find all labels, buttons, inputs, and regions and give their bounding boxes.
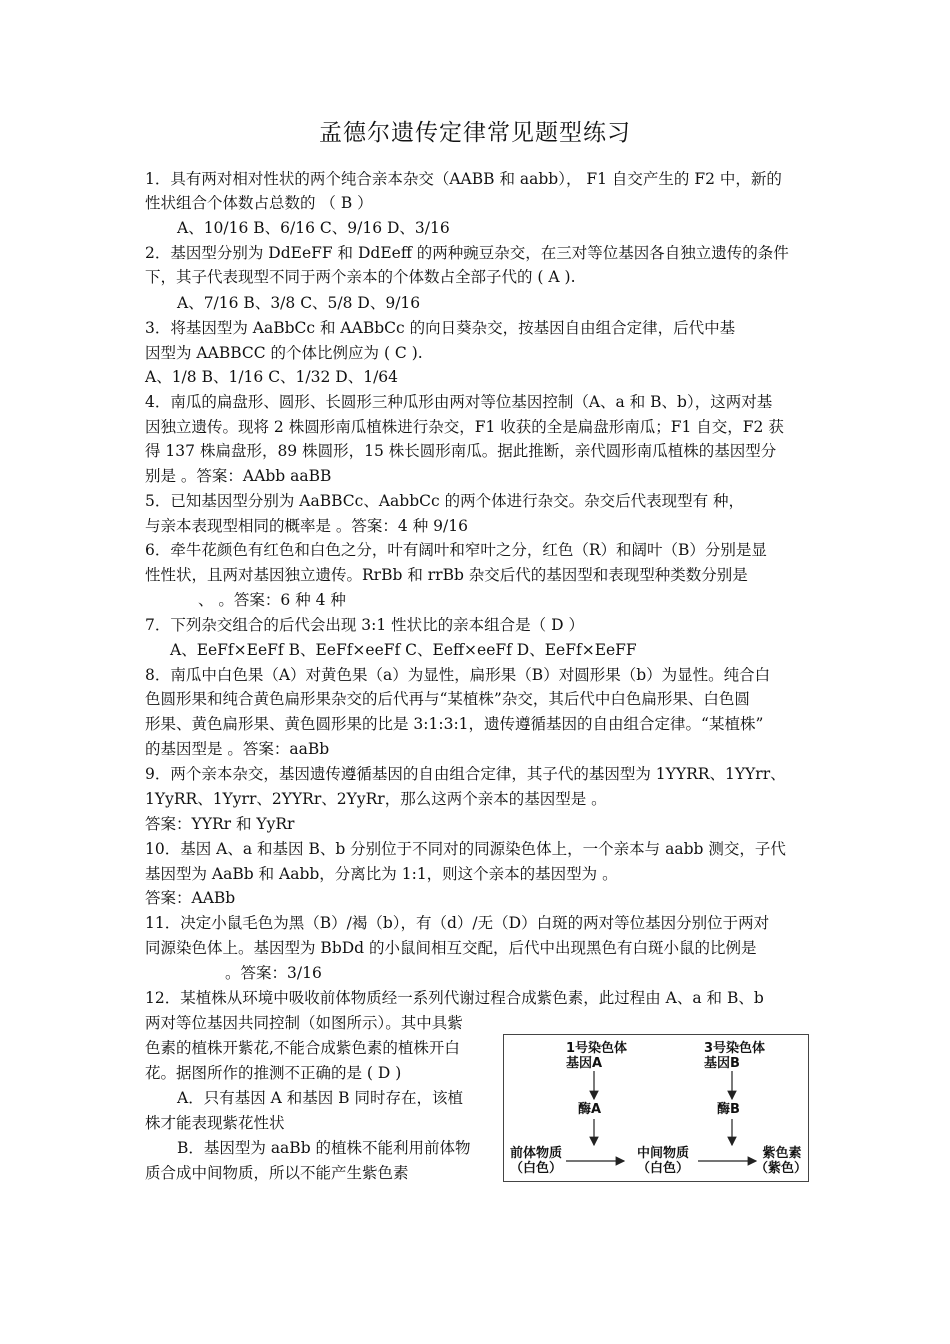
q3-line2: 因型为 AABBCC 的个体比例应为 ( C ).	[145, 344, 423, 362]
pigment-label: 紫色素	[762, 1146, 802, 1161]
q12-option-a-line2: 株才能表现紫花性状	[145, 1114, 285, 1132]
q8-line1: 8．南瓜中白色果（A）对黄色果（a）为显性，扁形果（B）对圆形果（b）为显性。纯合白	[145, 666, 771, 684]
q8-line4: 的基因型是 。答案：aaBb	[145, 740, 330, 758]
q3-options: A、1/8 B、1/16 C、1/32 D、1/64	[145, 368, 399, 386]
q4-line4: 别是 。答案：AAbb aaBB	[145, 467, 332, 485]
enzyme-a-label: 酶A	[578, 1102, 602, 1117]
q9-line1: 9．两个亲本杂交，基因遗传遵循基因的自由组合定律，其子代的基因型为 1YYRR、1YYrr、	[145, 765, 786, 783]
q12-option-a-line1: A．只有基因 A 和基因 B 同时存在，该植	[177, 1089, 463, 1107]
q8-line2: 色圆形果和纯合黄色扁形果杂交的后代再与“某植株”杂交，其后代中白色扁形果、白色圆	[145, 690, 750, 708]
q11-answer: 。答案：3/16	[225, 964, 322, 982]
q2-line1: 2．基因型分别为 DdEeFF 和 DdEeff 的两种豌豆杂交，在三对等位基因各自独立遗传的条件	[145, 244, 789, 262]
q12-line3: 色素的植株开紫花,不能合成紫色素的植株开白	[145, 1039, 460, 1057]
chromosome-3-label: 3号染色体	[704, 1041, 766, 1056]
page-title: 孟德尔遗传定律常见题型练习	[319, 120, 631, 146]
q12-option-b-line2: 质合成中间物质，所以不能产生紫色素	[145, 1164, 409, 1182]
chromosome-1-label: 1号染色体	[566, 1041, 628, 1056]
metabolic-pathway-diagram	[503, 1034, 809, 1182]
q4-line2: 因独立遗传。现将 2 株圆形南瓜植株进行杂交，F1 收获的全是扁盘形南瓜；F1 自交，F2 获	[145, 418, 784, 436]
q1-options: A、10/16 B、6/16 C、9/16 D、3/16	[177, 219, 450, 237]
q1-line2: 性状组合个体数占总数的 （ B ）	[145, 194, 373, 212]
q1-line1: 1．具有两对相对性状的两个纯合亲本杂交（AABB 和 aabb）， F1 自交产生的 F2 中，新的	[145, 170, 782, 188]
q5-line2: 与亲本表现型相同的概率是 。答案：4 种 9/16	[145, 517, 468, 535]
intermediate-color-label: （白色）	[636, 1161, 689, 1176]
q9-line2: 1YyRR、1Yyrr、2YYRr、2YyRr，那么这两个亲本的基因型是 。	[145, 790, 607, 808]
q10-line1: 10．基因 A、a 和基因 B、b 分别位于不同对的同源染色体上，一个亲本与 aabb 测交，子代	[145, 840, 786, 858]
q5-line1: 5．已知基因型分别为 AaBBCc、AabbCc 的两个体进行杂交。杂交后代表现型有 种，	[145, 492, 745, 510]
q3-line1: 3．将基因型为 AaBbCc 和 AABbCc 的向日葵杂交，按基因自由组合定律，后代中基	[145, 319, 736, 337]
precursor-label: 前体物质	[509, 1146, 562, 1161]
pigment-color-label: （紫色）	[754, 1161, 807, 1176]
q2-options: A、7/16 B、3/8 C、5/8 D、9/16	[177, 294, 421, 312]
q12-line2: 两对等位基因共同控制（如图所示）。其中具紫	[145, 1014, 463, 1032]
q4-line1: 4．南瓜的扁盘形、圆形、长圆形三种瓜形由两对等位基因控制（A、a 和 B、b），这两对基	[145, 393, 773, 411]
q7-line1: 7．下列杂交组合的后代会出现 3:1 性状比的亲本组合是（ D ）	[145, 616, 584, 634]
q11-line1: 11．决定小鼠毛色为黑（B）/褐（b），有（d）/无（D）白斑的两对等位基因分别位于两对	[145, 914, 770, 932]
q7-options: A、EeFf×EeFf B、EeFf×eeFf C、Eeff×eeFf D、EeFf×EeFF	[170, 641, 637, 659]
gene-a-label: 基因A	[566, 1056, 603, 1071]
gene-b-label: 基因B	[704, 1056, 740, 1071]
q12-line1: 12．某植株从环境中吸收前体物质经一系列代谢过程合成紫色素，此过程由 A、a 和 B、b	[145, 989, 764, 1007]
q2-line2: 下，其子代表现型不同于两个亲本的个体数占全部子代的 ( A ).	[145, 268, 576, 286]
q6-line3: 、 。答案：6 种 4 种	[198, 591, 346, 609]
q8-line3: 形果、黄色扁形果、黄色圆形果的比是 3:1:3:1，遗传遵循基因的自由组合定律。“某植株”	[145, 715, 764, 733]
precursor-color-label: （白色）	[509, 1161, 562, 1176]
q12-option-b-line1: B．基因型为 aaBb 的植株不能利用前体物	[177, 1139, 471, 1157]
q12-line4: 花。据图所作的推测不正确的是 ( D )	[145, 1064, 402, 1082]
q9-answer: 答案：YYRr 和 YyRr	[145, 815, 295, 833]
intermediate-label: 中间物质	[636, 1146, 689, 1161]
q4-line3: 得 137 株扁盘形，89 株圆形，15 株长圆形南瓜。据此推断，亲代圆形南瓜植株的基因型分	[145, 442, 777, 460]
enzyme-b-label: 酶B	[717, 1102, 740, 1117]
q6-line2: 性性状，且两对基因独立遗传。RrBb 和 rrBb 杂交后代的基因型和表现型种类数分别是	[145, 566, 748, 584]
q11-line2: 同源染色体上。基因型为 BbDd 的小鼠间相互交配，后代中出现黑色有白斑小鼠的比例是	[145, 939, 757, 957]
q10-answer: 答案：AABb	[145, 889, 236, 907]
q6-line1: 6．牵牛花颜色有红色和白色之分，叶有阔叶和窄叶之分，红色（R）和阔叶（B）分别是显	[145, 541, 767, 559]
q10-line2: 基因型为 AaBb 和 Aabb，分离比为 1:1，则这个亲本的基因型为 。	[145, 865, 618, 883]
